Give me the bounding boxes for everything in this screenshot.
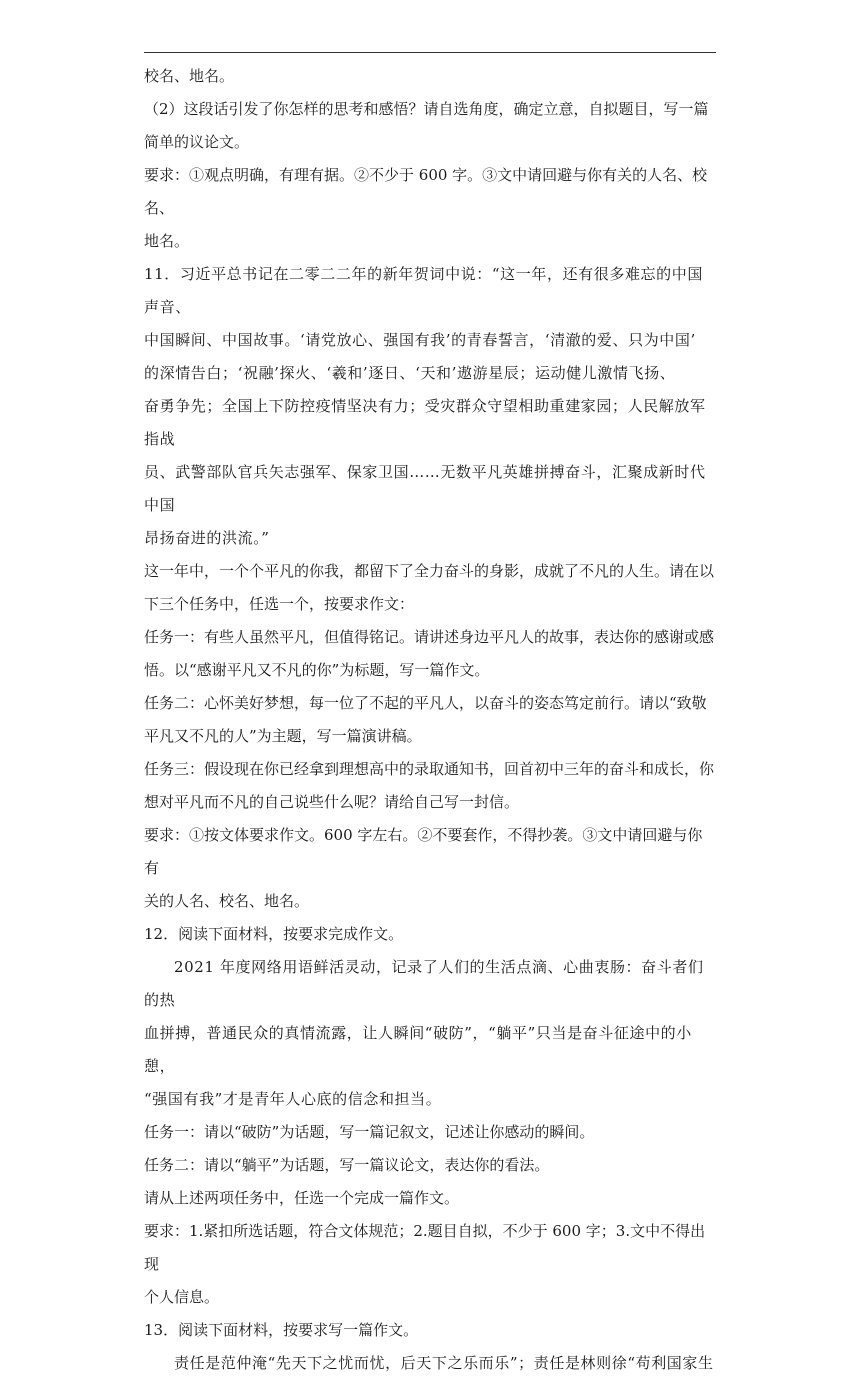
question-11-line: 中国瞬间、中国故事。‘请党放心、强国有我’的青春誓言，‘清澈的爱、只为中国’ [144, 331, 696, 349]
question-12-title: 12．阅读下面材料，按要求完成作文。 [144, 925, 404, 943]
question-11-line: 员、武警部队官兵矢志强军、保家卫国……无数平凡英雄拼搏奋斗，汇聚成新时代中国 [144, 463, 706, 514]
text-line: 请从上述两项任务中，任选一个完成一篇作文。 [144, 1189, 460, 1207]
text-line: 下三个任务中，任选一个，按要求作文： [144, 595, 415, 613]
question-11-line: 11．习近平总书记在二零二二年的新年贺词中说：“这一年，还有很多难忘的中国声音、 [144, 265, 703, 316]
task-line: 任务二：请以“躺平”为话题，写一篇议论文，表达你的看法。 [144, 1156, 550, 1174]
question-11-line: 昂扬奋进的洪流。” [144, 529, 270, 547]
task-line: 任务一：请以“破防”为话题，写一篇记叙文，记述让你感动的瞬间。 [144, 1123, 595, 1141]
task-line: 悟。以“感谢平凡又不凡的你”为标题，写一篇作文。 [144, 661, 490, 679]
requirement-line: 要求：1.紧扣所选话题，符合文体规范；2.题目自拟，不少于 600 字；3.文中不得出现 [144, 1222, 706, 1273]
task-line: 任务一：有些人虽然平凡，但值得铭记。请讲述身边平凡人的故事，表达你的感谢或感 [144, 628, 715, 646]
text-line: 地名。 [144, 232, 190, 250]
text-line: 简单的议论文。 [144, 133, 250, 151]
material-line: 责任是范仲淹“先天下之忧而忧，后天下之乐而乐”；责任是林则徐“苟利国家生 [174, 1354, 714, 1372]
material-line: 血拼搏，普通民众的真情流露，让人瞬间“破防”，“躺平”只当是奋斗征途中的小憩， [144, 1024, 692, 1075]
header-rule [144, 52, 716, 53]
question-11-line: 奋勇争先；全国上下防控疫情坚决有力；受灾群众守望相助重建家园；人民解放军指战 [144, 397, 706, 448]
task-line: 任务三：假设现在你已经拿到理想高中的录取通知书，回首初中三年的奋斗和成长，你 [144, 760, 715, 778]
page-body [144, 60, 716, 1380]
text-line: （2）这段话引发了你怎样的思考和感悟？请自选角度，确定立意，自拟题目，写一篇 [144, 100, 709, 118]
requirement-line: 要求：①按文体要求作文。600 字左右。②不要套作，不得抄袭。③文中请回避与你有 [144, 826, 703, 877]
question-11-line: 的深情告白；‘祝融’探火、‘羲和’逐日、‘天和’遨游星辰；运动健儿激情飞扬、 [144, 364, 676, 382]
material-line: 2021 年度网络用语鲜活灵动，记录了人们的生活点滴、心曲衷肠：奋斗者们的热 [144, 958, 704, 1009]
text-line: 这一年中，一个个平凡的你我，都留下了全力奋斗的身影，成就了不凡的人生。请在以 [144, 562, 715, 580]
requirement-line: 关的人名、校名、地名。 [144, 892, 310, 910]
task-line: 想对平凡而不凡的自己说些什么呢？请给自己写一封信。 [144, 793, 520, 811]
requirement-line: 个人信息。 [144, 1288, 220, 1306]
task-line: 平凡又不凡的人”为主题，写一篇演讲稿。 [144, 727, 422, 745]
text-line: 校名、地名。 [144, 67, 235, 85]
question-13-title: 13．阅读下面材料，按要求写一篇作文。 [144, 1321, 419, 1339]
text-line: 要求：①观点明确，有理有据。②不少于 600 字。③文中请回避与你有关的人名、校名、 [144, 166, 708, 217]
material-line: “强国有我”才是青年人心底的信念和担当。 [144, 1090, 442, 1108]
task-line: 任务二：心怀美好梦想，每一位了不起的平凡人，以奋斗的姿态笃定前行。请以“致敬 [144, 694, 707, 712]
